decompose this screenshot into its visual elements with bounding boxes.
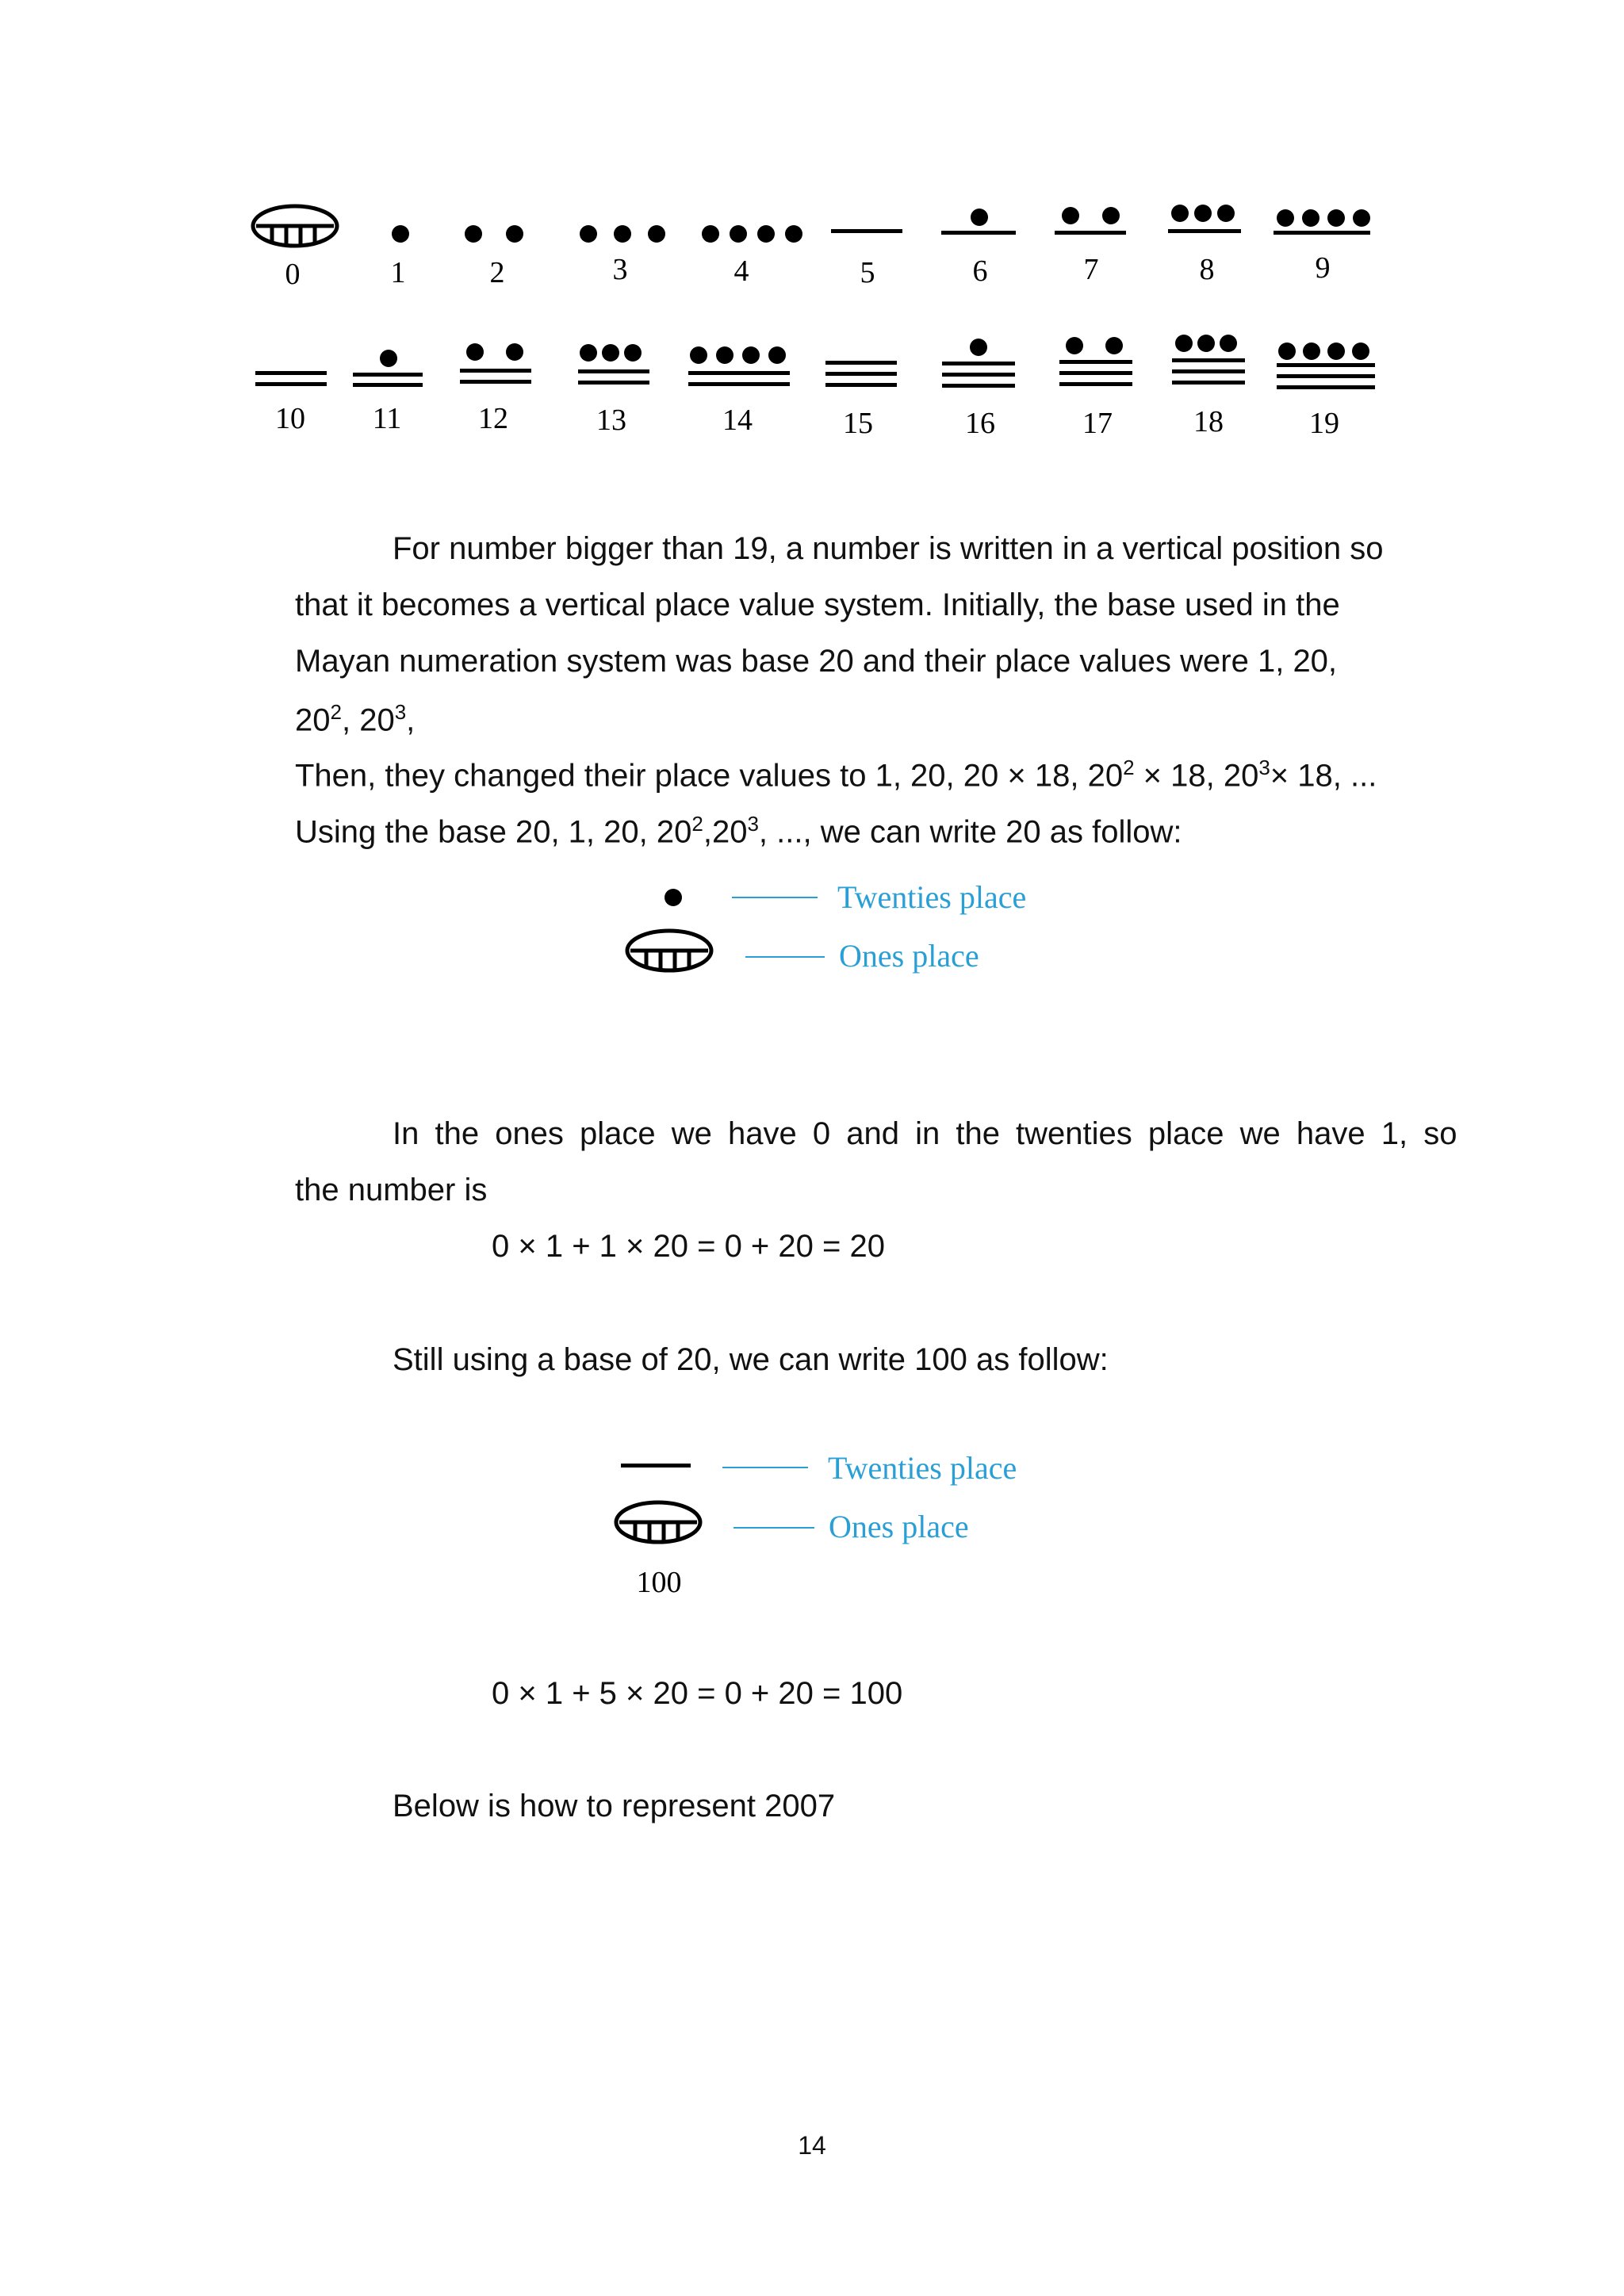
numeral-bar [255,371,327,375]
numeral-dot [580,344,597,362]
numeral-bar [460,369,531,373]
numeral-label: 8 [1199,253,1215,286]
numeral-label: 17 [1082,407,1113,440]
paragraph-line: In the ones place we have 0 and in the twenties place we have 1, so [393,1116,1457,1151]
numeral-dot [702,225,719,243]
text-run: Using the base 20, 1, 20, 20 [295,814,692,850]
leader-line [745,956,825,958]
numeral-label: 3 [612,253,628,286]
numeral-label: 19 [1309,407,1339,440]
numeral-dot [1352,342,1369,360]
numeral-dot [1175,335,1193,352]
text-run: × 18, 20 [1134,758,1259,794]
shell-zero-glyph [613,1498,703,1547]
ones-place-label: Ones place [829,1509,969,1544]
twenties-dot [665,889,682,906]
paragraph-line [295,812,1182,850]
numeral-bar [688,382,790,386]
numeral-label: 13 [596,404,626,437]
numeral-dot [1171,205,1189,222]
equation-hundred: 0 × 1 + 5 × 20 = 0 + 20 = 100 [492,1676,903,1711]
numeral-label: 4 [733,254,749,288]
numeral-label: 9 [1315,251,1331,285]
numeral-label: 0 [285,258,301,291]
equation-twenty: 0 × 1 + 1 × 20 = 0 + 20 = 20 [492,1229,885,1264]
numeral-dot [1277,209,1294,227]
numeral-dot [506,343,523,361]
superscript: 3 [1258,756,1270,779]
numeral-dot [1327,209,1345,227]
text-run: 20 [295,702,331,738]
numeral-label: 6 [972,254,988,288]
numeral-dot [970,339,987,356]
numeral-label: 14 [722,404,753,437]
paragraph-hundred-intro: Still using a base of 20, we can write 100 as follow: [393,1342,1109,1377]
text-run: , ..., we can write 20 as follow: [758,814,1182,850]
numeral-dot [690,346,707,364]
numeral-dot [971,209,988,226]
numeral-dot [1102,207,1120,224]
numeral-label: 18 [1193,405,1224,438]
numeral-dot [1220,335,1237,352]
numeral-bar [1274,231,1370,235]
numeral-label: 5 [860,256,875,289]
numeral-label: 16 [965,407,995,440]
numeral-dot [1062,207,1079,224]
twenties-bar [621,1464,691,1468]
numeral-bar [255,382,327,386]
numeral-dot [1278,342,1296,360]
numeral-dot [1194,205,1212,222]
text-run: Then, they changed their place values to 1, 20, 20 × 18, 20 [295,758,1124,794]
numeral-dot [730,225,747,243]
superscript: 3 [394,700,407,724]
numeral-label: 1 [390,256,406,289]
numeral-bar [825,372,897,376]
numeral-bar [578,369,649,373]
numeral-bar [831,229,902,233]
paragraph-line: Mayan numeration system was base 20 and their place values were 1, 20, [295,644,1338,679]
numeral-bar [942,384,1015,388]
numeral-bar [941,231,1016,235]
numeral-bar [578,381,649,385]
text-run: ,20 [703,814,748,850]
paragraph-line: For number bigger than 19, a number is written in a vertical position so [393,531,1384,566]
numeral-dot [602,344,619,362]
numeral-bar [460,380,531,384]
page-number: 14 [798,2131,826,2160]
superscript: 2 [691,812,703,836]
ones-place-label: Ones place [839,938,979,974]
numeral-label: 7 [1083,253,1099,286]
numeral-dot [757,225,775,243]
numeral-bar [1172,369,1245,373]
numeral-bar [942,373,1015,377]
numeral-dot [742,346,760,364]
numeral-dot [614,225,631,243]
numeral-dot [1302,209,1320,227]
paragraph-2007-intro: Below is how to represent 2007 [393,1789,836,1823]
leader-line [732,897,818,898]
numeral-dot [1327,342,1345,360]
text-run: , 20 [341,702,395,738]
numeral-bar [688,371,790,375]
numeral-dot [1303,342,1320,360]
numeral-dot [624,344,642,362]
numeral-label: 12 [478,402,508,435]
text-run: × 18, ... [1270,758,1377,794]
twenties-place-label: Twenties place [828,1450,1017,1486]
numeral-bar [942,362,1015,365]
numeral-dot [1353,209,1370,227]
shell-zero-glyph [624,926,714,975]
numeral-bar [1059,371,1132,375]
numeral-bar [825,361,897,365]
numeral-label: 2 [489,256,505,289]
numeral-dot [1197,335,1215,352]
numeral-bar [1277,363,1375,367]
numeral-dot [716,346,733,364]
superscript: 3 [747,812,759,836]
paragraph-line [295,700,415,738]
numeral-dot [506,225,523,243]
numeral-dot [392,225,409,243]
twenties-place-label: Twenties place [837,879,1027,915]
paragraph-line: the number is [295,1173,488,1207]
shell-zero-glyph [250,201,340,251]
paragraph-line: that it becomes a vertical place value system. Initially, the base used in the [295,587,1340,622]
numeral-label: 15 [843,407,873,440]
numeral-bar [1059,382,1132,386]
numeral-bar [825,383,897,387]
numeral-bar [1277,385,1375,389]
numeral-label: 10 [275,402,305,435]
leader-line [733,1527,814,1529]
numeral-dot [580,225,597,243]
numeral-dot [1105,337,1123,354]
numeral-dot [648,225,665,243]
superscript: 2 [330,700,342,724]
numeral-bar [1172,381,1245,385]
numeral-bar [1059,360,1132,364]
numeral-dot [466,343,484,361]
superscript: 2 [1123,756,1135,779]
paragraph-line [295,756,1377,794]
numeral-dot [785,225,802,243]
numeral-dot [1217,205,1235,222]
text-run: , [406,702,416,738]
numeral-label: 11 [372,402,402,435]
numeral-bar [1172,358,1245,362]
numeral-bar [1277,374,1375,378]
numeral-dot [768,346,786,364]
numeral-bar [1168,229,1241,233]
numeral-dot [1066,337,1083,354]
figure-caption: 100 [636,1566,682,1599]
leader-line [722,1467,808,1468]
numeral-bar [353,383,423,387]
numeral-dot [380,350,397,367]
numeral-dot [465,225,482,243]
numeral-bar [1055,231,1126,235]
numeral-bar [353,373,423,377]
